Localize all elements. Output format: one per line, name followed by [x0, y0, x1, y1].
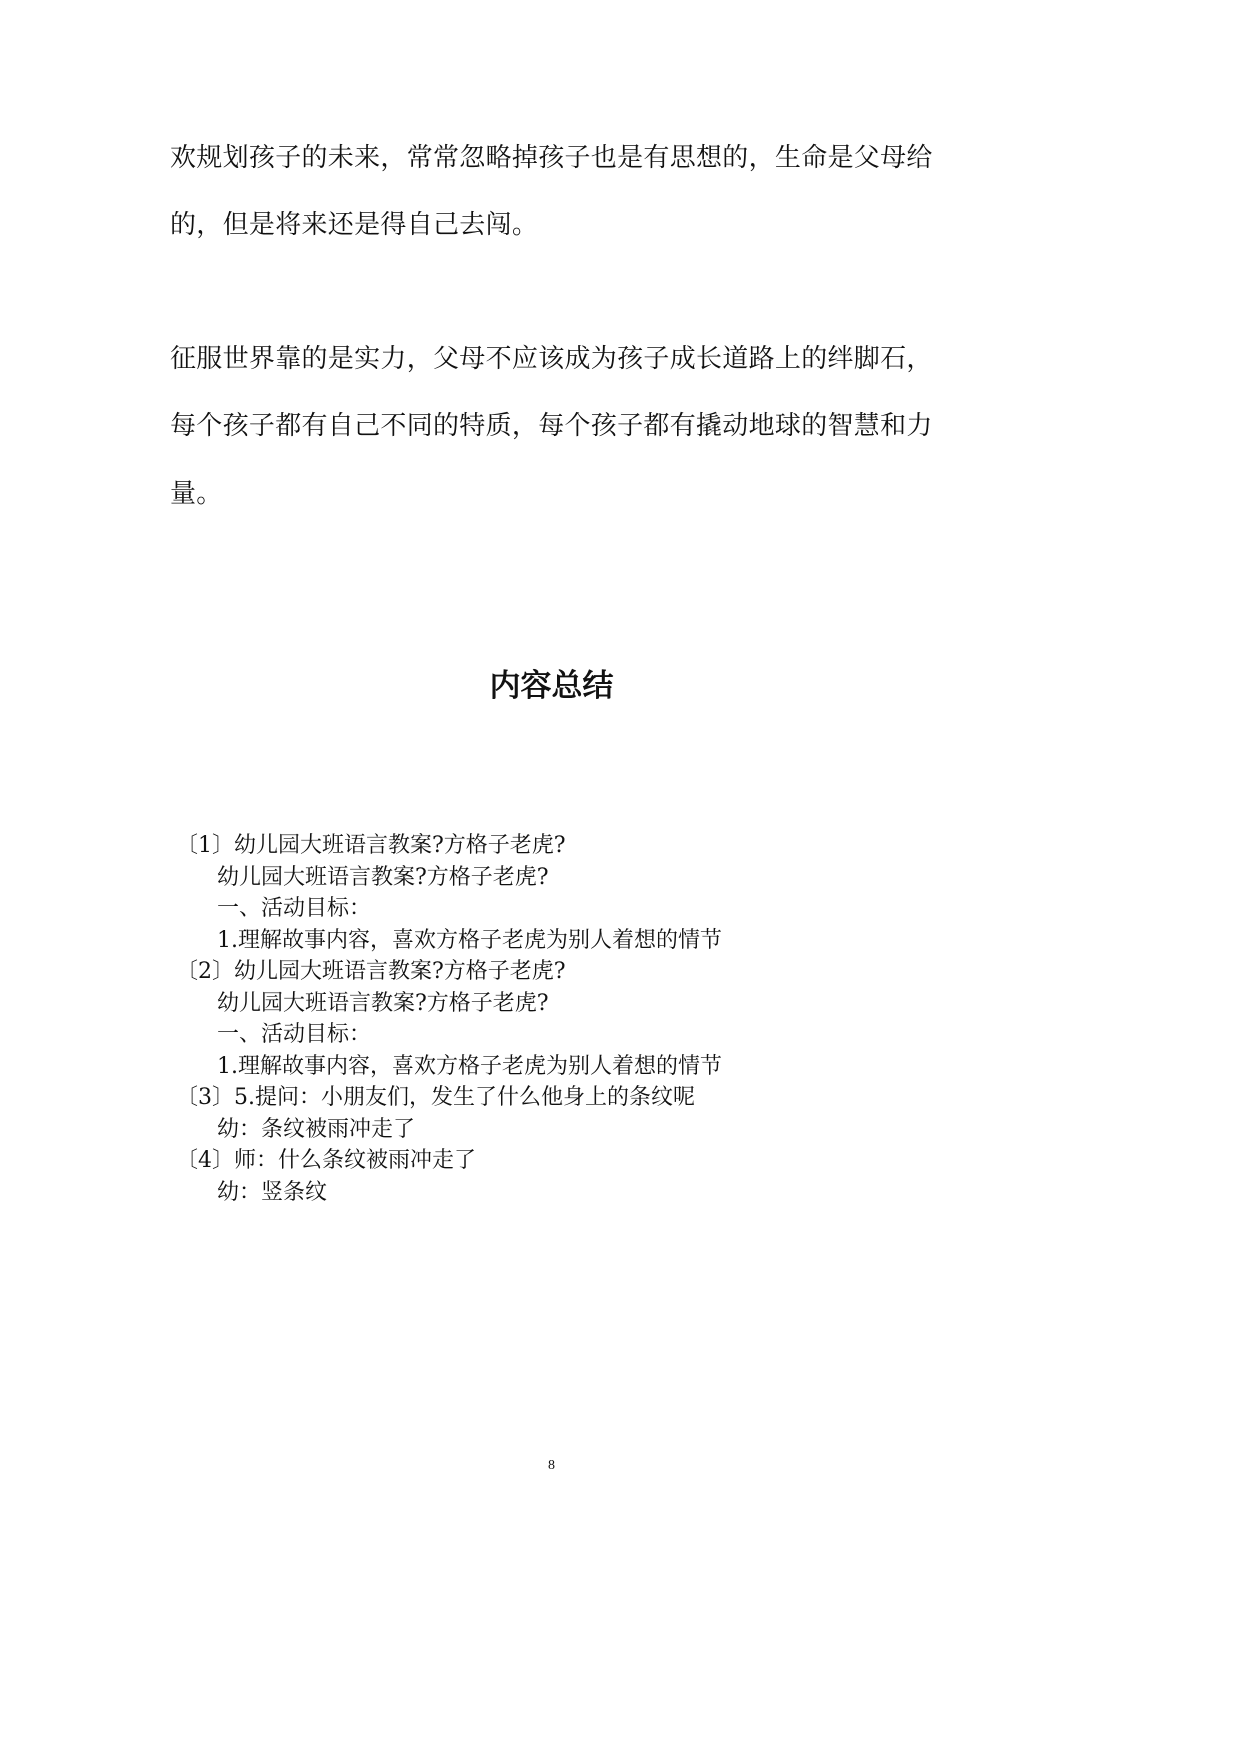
summary-item-3 — [176, 1082, 976, 1145]
summary-item-sub-line: 1.理解故事内容，喜欢方格子老虎为别人着想的情节 — [217, 1053, 722, 1079]
summary-item-sub-line: 1.理解故事内容，喜欢方格子老虎为别人着想的情节 — [217, 927, 722, 953]
summary-item-2 — [176, 956, 976, 1082]
paragraph-2-line-2: 每个孩子都有自己不同的特质，每个孩子都有撬动地球的智慧和力 — [170, 411, 933, 441]
summary-item-sub-line: 一、活动目标： — [217, 896, 372, 921]
paragraph-1-line-1: 欢规划孩子的未来，常常忽略掉孩子也是有思想的，生命是父母给 — [170, 143, 933, 173]
summary-item-sub-line: 幼：竖条纹 — [217, 1179, 328, 1205]
summary-list — [176, 830, 976, 1208]
paragraph-2-line-3: 量。 — [170, 479, 223, 509]
summary-item-sub-line: 幼：条纹被雨冲走了 — [217, 1116, 416, 1142]
summary-item-lead: 〔4〕师：什么条纹被雨冲走了 — [176, 1148, 476, 1173]
paragraph-1-line-2: 的，但是将来还是得自己去闯。 — [170, 210, 539, 240]
page-number: 8 — [548, 1458, 555, 1473]
paragraph-2-line-1: 征服世界靠的是实力，父母不应该成为孩子成长道路上的绊脚石， — [170, 344, 933, 374]
summary-item-sub-line: 一、活动目标： — [217, 1022, 372, 1047]
summary-item-4 — [176, 1145, 976, 1208]
summary-item-lead: 〔1〕幼儿园大班语言教案?方格子老虎? — [176, 833, 566, 858]
summary-item-lead: 〔3〕5.提问：小朋友们，发生了什么他身上的条纹呢 — [176, 1085, 695, 1110]
summary-item-1 — [176, 830, 976, 956]
summary-item-sub-line: 幼儿园大班语言教案?方格子老虎? — [217, 990, 549, 1016]
summary-item-lead: 〔2〕幼儿园大班语言教案?方格子老虎? — [176, 959, 566, 984]
section-title: 内容总结 — [489, 668, 614, 704]
summary-item-sub-line: 幼儿园大班语言教案?方格子老虎? — [217, 864, 549, 890]
